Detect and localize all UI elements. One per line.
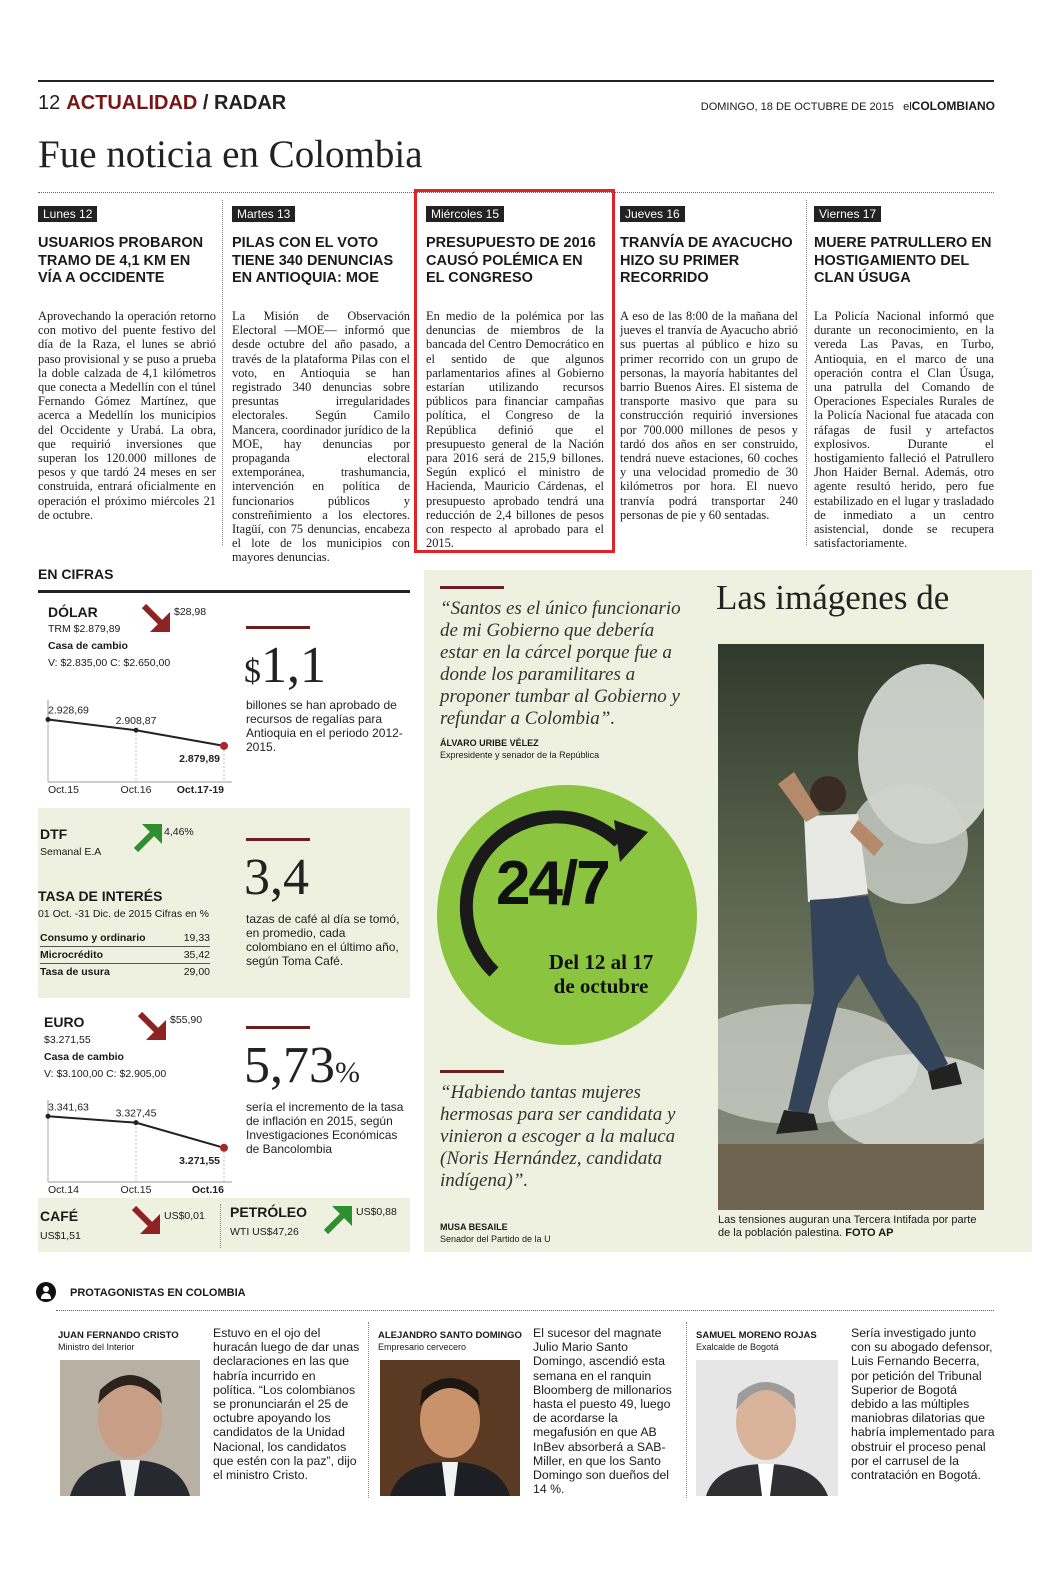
cifras-rule	[38, 590, 410, 593]
day-label: Lunes 12	[38, 206, 97, 222]
photo-credit: FOTO AP	[845, 1227, 894, 1239]
arrow-down-icon	[140, 602, 174, 636]
tasa-value: 29,00	[183, 966, 210, 978]
day-label: Miércoles 15	[426, 206, 504, 222]
euro-vc: V: $3.100,00 C: $2.905,00	[44, 1068, 167, 1080]
day-headline: USUARIOS PROBARON TRAMO DE 4,1 KM EN VÍA A OCCIDENTE	[38, 235, 204, 286]
section-name: ACTUALIDAD	[66, 92, 198, 114]
chart-tick-label: Oct.16	[120, 784, 152, 796]
day-label: Martes 13	[232, 206, 295, 222]
tasa-name: Consumo y ordinario	[40, 932, 146, 944]
table-row	[40, 930, 210, 947]
protest-photo	[718, 644, 984, 1210]
stat-rule	[246, 1026, 310, 1029]
tasa-name: Tasa de usura	[40, 966, 110, 978]
brand-prefix: el	[903, 101, 912, 113]
column-divider	[368, 1322, 369, 1498]
day-label: Viernes 17	[814, 206, 881, 222]
subsection-name: RADAR	[214, 92, 287, 114]
day-column-lunes	[38, 205, 216, 522]
column-divider	[806, 200, 807, 545]
person-photo	[60, 1360, 200, 1496]
dtf-change: 4,46%	[164, 826, 194, 838]
chart-tick-label: Oct.15	[120, 1184, 152, 1196]
brand-name: COLOMBIANO	[911, 99, 995, 113]
stat-prefix: $	[244, 653, 261, 690]
column-divider	[686, 1322, 687, 1498]
tasa-value: 19,33	[183, 932, 210, 944]
cafe-label: CAFÉ	[40, 1208, 79, 1224]
chart-value-label: 3.341,63	[48, 1101, 89, 1114]
day-body: A eso de las 8:00 de la mañana del jueves el tranvía de Ayacucho abrió sus puertas al público e hizo su primer recorrido con un grupo de personas, la mayoría habitantes del barrio Buenos Aires. El sistema de transporte masivo que para su construcción requirió inversiones por 700.000 millones de pesos y tardó dos años en ser construido, tendrá nueve estaciones, 60 coches y una velocidad promedio de 30 kilómetros por hora. El nuevo tranvía podrá transportar 240 personas de pie y 60 sentadas.	[620, 309, 798, 522]
stat-rule	[246, 838, 310, 841]
arrow-up-icon	[132, 820, 166, 854]
euro-price: $3.271,55	[44, 1034, 91, 1046]
stat-number: 1,1	[261, 637, 326, 694]
day-headline: PRESUPUESTO DE 2016 CAUSÓ POLÉMICA EN EL CONGRESO	[426, 235, 596, 286]
person-role: Exalcalde de Bogotá	[696, 1342, 779, 1352]
dolar-trm: TRM $2.879,89	[48, 623, 121, 635]
quote-rule	[440, 1070, 504, 1073]
petroleo-change: US$0,88	[356, 1206, 397, 1218]
quote-role: Expresidente y senador de la República	[440, 750, 600, 760]
chart-tick-label: Oct.14	[48, 1184, 79, 1196]
dolar-casa: Casa de cambio	[48, 640, 128, 652]
chart-point	[46, 717, 51, 722]
stat-suffix: %	[335, 1056, 360, 1089]
euro-casa: Casa de cambio	[44, 1051, 124, 1063]
person-photo	[380, 1360, 520, 1496]
person-text: Estuvo en el ojo del huracán luego de dar unas declaraciones en las que habría incurrido en política. “Los colombianos se pronunciarán el 25 de octubre apoyando los candidatos de la Unidad Nacional, los candidatos que estén con la paz”, dijo el ministro Cristo.	[213, 1326, 360, 1483]
stat-number: 5,73	[244, 1037, 335, 1094]
tasa-value: 35,42	[183, 949, 210, 961]
stat-desc: billones se han aprobado de recursos de regalías para Antioquia en el periodo 2012-2015.	[246, 698, 403, 754]
stat-desc: sería el incremento de la tasa de inflación en 2015, según Investigaciones Económicas de Bancolombia	[246, 1100, 404, 1156]
cifras-title: EN CIFRAS	[38, 566, 114, 582]
dolar-label: DÓLAR	[48, 604, 98, 620]
person-role: Empresario cervecero	[378, 1342, 467, 1352]
day-column-martes	[232, 205, 410, 565]
person-icon	[36, 1282, 56, 1302]
stat-value-inflacion	[244, 1036, 360, 1095]
day-column-jueves	[620, 205, 798, 522]
day-body: En medio de la polémica por las denuncias de miembros de la bancada del Centro Democrático en el sentido de que algunos parlamentarios afines al Gobierno estarían utilizando recursos públicos para financiar campañas política, el Congreso de la República definió que el presupuesto general de la Nación para 2016 será de 215,9 billones. Según explicó el ministro de Hacienda, Mauricio Cárdenas, el presupuesto aprobado tendrá una reducción de 2,4 billones de pesos con respecto al aprobado para el 2015.	[426, 309, 604, 551]
chart-value-label: 3.327,45	[115, 1107, 157, 1120]
chart-point	[220, 742, 228, 750]
euro-label: EURO	[44, 1014, 85, 1030]
person-photo	[696, 1360, 838, 1496]
images-caption	[718, 1214, 988, 1240]
page-number: 12	[38, 92, 61, 114]
tasa-sub: 01 Oct. -31 Dic. de 2015 Cifras en %	[38, 908, 209, 920]
person-name: ALEJANDRO SANTO DOMINGO	[378, 1330, 522, 1341]
arrow-down-icon	[130, 1204, 164, 1238]
dolar-chart	[38, 690, 238, 800]
day-headline: PILAS CON EL VOTO TIENE 340 DENUNCIAS EN ANTIOQUIA: MOE	[232, 235, 394, 286]
day-body: La Policía Nacional informó que durante un reconocimiento, en la vereda Las Pavas, en Turbo, Antioquia, en el marco de una operación contra el Clan Úsuga, una patrulla del Comando de Operaciones Especiales Rurales de la Policía Nacional fue atacada con ráfagas de fusil y artefactos explosivos. Durante el hostigamiento falleció el Patrullero Jhon Haider Bernal. Además, otro agente resultó herido, pero fue estabilizado en el lugar y trasladado de inmediato a un centro asistencial, donde se recupera satisfactoriamente.	[814, 309, 994, 551]
euro-chart	[38, 1090, 238, 1198]
table-row	[40, 964, 210, 980]
day-column-miercoles	[426, 205, 604, 550]
section-separator: /	[202, 92, 209, 114]
petroleo-label: PETRÓLEO	[230, 1204, 308, 1220]
person-name: JUAN FERNANDO CRISTO	[58, 1330, 179, 1341]
caption-text: Las tensiones auguran una Tercera Intifada por parte de la población palestina.	[718, 1214, 977, 1239]
chart-point	[46, 1114, 51, 1119]
person-text: Sería investigado junto con su abogado defensor, Luis Fernando Becerra, por petición del Tribunal Superior de Bogotá debido a las múltiples maniobras dilatorias que habría implementado para obstruir el proceso penal por el carrusel de la contratación en Bogotá.	[851, 1326, 995, 1483]
tasa-label: TASA DE INTERÉS	[38, 888, 163, 904]
quote-author: MUSA BESAILE	[440, 1222, 508, 1232]
chart-value-label: 2.928,69	[48, 704, 89, 717]
stat-value-cafe	[244, 848, 309, 907]
chart-value-label: 2.879,89	[179, 752, 220, 765]
day-label: Jueves 16	[620, 206, 685, 222]
tasa-table	[40, 930, 210, 980]
quote-role: Senador del Partido de la U	[440, 1234, 551, 1244]
images-title: Las imágenes de	[716, 578, 950, 617]
circle-line2: de octubre	[553, 974, 649, 998]
day-body: La Misión de Observación Electoral —MOE— informó que desde octubre del año pasado, a través de la plataforma Pilas con el voto, en Antioquia se han registrado 340 denuncias sobre presuntas irregularidades electorales. Según Camilo Mancera, coordinador jurídico de la MOE, hay denuncias por propaganda electoral extemporánea, trashumancia, intervención en política de funcionarios públicos y constreñimiento a los electores. Itagüí, con 75 denuncias, encabeza el lote de los municipios con mayores denuncias.	[232, 309, 410, 565]
dolar-change: $28,98	[174, 606, 207, 618]
stat-number: 3,4	[244, 849, 309, 906]
day-column-viernes	[814, 205, 994, 550]
arrow-down-icon	[136, 1010, 170, 1044]
protagonistas-title: PROTAGONISTAS EN COLOMBIA	[70, 1287, 246, 1299]
chart-point	[220, 1144, 228, 1152]
chart-tick-label: Oct.15	[48, 784, 79, 796]
chart-value-label: 3.271,55	[179, 1154, 220, 1167]
chart-value-label: 2.908,87	[115, 715, 157, 728]
day-body: Aprovechando la operación retorno con motivo del puente festivo del día de la Raza, el lunes se abrió paso provisional y se puso a prueba la doble calzada de 4,1 kilómetros que conecta a Medellín con el túnel Fernando Gómez Martínez, que acerca a Medellín los municipios del Occidente y Urabá. La obra, que requirió inversiones que superan los 120.000 millones de pesos y que tardó 24 meses en ser construida, entrará oficialmente en operación el próximo miércoles 21 de octubre.	[38, 309, 216, 522]
column-divider	[222, 200, 223, 545]
column-divider	[220, 1204, 221, 1248]
euro-change: $55,90	[170, 1014, 203, 1026]
day-headline: MUERE PATRULLERO EN HOSTIGAMIENTO DEL CLAN ÚSUGA	[814, 235, 992, 286]
stat-desc: tazas de café al día se tomó, en promedio, cada colombiano en el último año, según Toma Café.	[246, 912, 400, 968]
issue-date: DOMINGO, 18 DE OCTUBRE DE 2015	[700, 101, 894, 113]
chart-tick-label: Oct.17-19	[176, 784, 224, 796]
section-header	[38, 92, 286, 115]
header-rule	[38, 80, 994, 82]
day-headline: TRANVÍA DE AYACUCHO HIZO SU PRIMER RECORRIDO	[620, 235, 793, 286]
person-text: El sucesor del magnate Julio Mario Santo Domingo, ascendió esta semana en el ranquin Bloomberg de millonarios hasta el puesto 49, luego de acordarse la megafusión en que AB InBev absorberá a SAB-Miller, en que los Santo Domingo son dueños del 14 %.	[533, 1326, 672, 1497]
stat-rule	[246, 626, 310, 629]
table-row	[40, 947, 210, 964]
chart-point	[134, 728, 139, 733]
quote-text: “Santos es el único funcionario de mi Gobierno que debería estar en la cárcel porque fue a donde los paramilitares a proponer tumbar al Gobierno y refundar a Colombia”.	[440, 598, 681, 729]
dtf-sub: Semanal E.A	[40, 846, 102, 858]
cafe-change: US$0,01	[164, 1210, 205, 1222]
quote-rule	[440, 586, 504, 589]
chart-tick-label: Oct.16	[191, 1184, 224, 1196]
arrow-up-icon	[322, 1202, 356, 1236]
dtf-label: DTF	[40, 826, 68, 842]
stat-value-regalias	[244, 636, 326, 695]
person-role: Ministro del Interior	[58, 1342, 135, 1352]
circle-big: 24/7	[496, 849, 609, 918]
petroleo-price: WTI US$47,26	[230, 1226, 299, 1238]
protagonistas-rule	[56, 1310, 994, 1311]
dolar-vc: V: $2.835,00 C: $2.650,00	[48, 657, 171, 669]
person-name: SAMUEL MORENO ROJAS	[696, 1330, 817, 1341]
tasa-name: Microcrédito	[40, 949, 104, 961]
quote-author: ÁLVARO URIBE VÉLEZ	[440, 738, 539, 748]
circle-line1: Del 12 al 17	[548, 950, 654, 974]
cafe-price: US$1,51	[40, 1230, 81, 1242]
quote-text: “Habiendo tantas mujeres hermosas para ser candidata y vinieron a escoger a la maluca (Noris Hernández, candidata indígena)”.	[440, 1082, 676, 1191]
page-title: Fue noticia en Colombia	[38, 133, 423, 176]
chart-point	[134, 1120, 139, 1125]
dateline	[701, 99, 995, 113]
